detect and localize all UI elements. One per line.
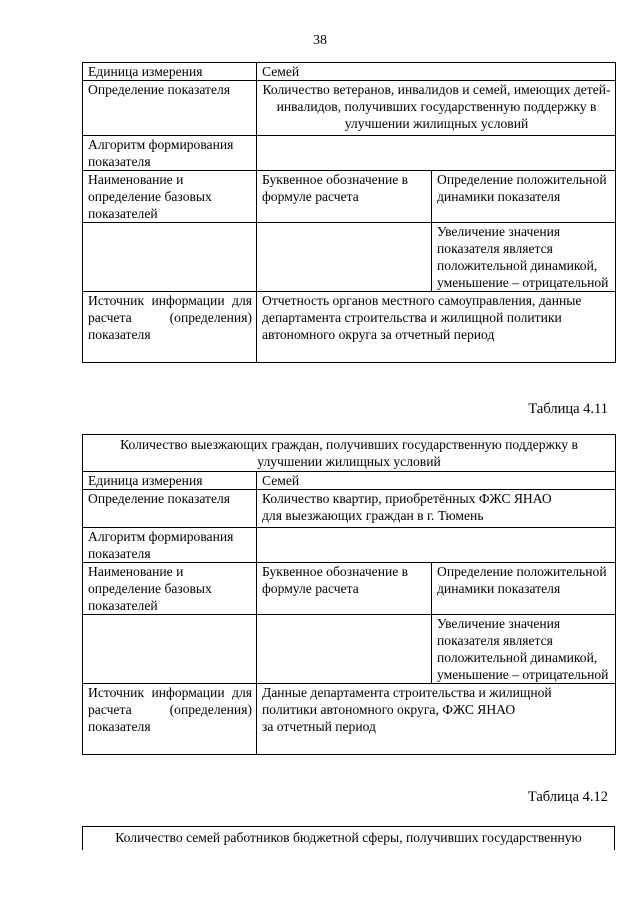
source-label: Источник информации для расчета (определения) показателя	[83, 292, 257, 363]
table-row	[83, 615, 616, 684]
table-row	[83, 81, 616, 136]
definition-line: Количество квартир, приобретённых ФЖС ЯНАО	[262, 491, 552, 506]
page-number: 38	[313, 33, 327, 48]
algorithm-value	[257, 528, 616, 563]
unit-label: Единица измерения	[83, 63, 257, 81]
source-line: политики автономного округа, ФЖС ЯНАО	[262, 702, 516, 717]
unit-label: Единица измерения	[83, 472, 257, 490]
table-row	[83, 136, 616, 171]
table-caption: Таблица 4.12	[527, 789, 608, 805]
table-row	[83, 528, 616, 563]
table-header: Количество выезжающих граждан, получивших государственную поддержку в улучшении жилищных условий	[83, 435, 616, 472]
indicator-table-3-header: Количество семей работников бюджетной сферы, получивших государственную	[82, 826, 615, 850]
letter-designation-label: Буквенное обозначение в формуле расчета	[257, 563, 432, 615]
table-row	[83, 171, 616, 223]
source-line: Данные департамента строительства и жилищной	[262, 685, 552, 700]
indicator-table-1	[82, 62, 616, 363]
source-label: Источник информации для расчета (определения) показателя	[83, 684, 257, 755]
unit-value: Семей	[257, 63, 616, 81]
unit-value: Семей	[257, 472, 616, 490]
dynamics-label: Определение положительной динамики показателя	[432, 171, 616, 223]
letter-designation-label: Буквенное обозначение в формуле расчета	[257, 171, 432, 223]
table-caption: Таблица 4.11	[528, 401, 608, 417]
source-value: Отчетность органов местного самоуправления, данные департамента строительства и жилищной политики автономного округа за отчетный период	[257, 292, 616, 363]
empty-cell	[257, 615, 432, 684]
table-row	[83, 563, 616, 615]
table-row	[83, 223, 616, 292]
source-value	[257, 684, 616, 755]
empty-cell	[83, 223, 257, 292]
algorithm-value	[257, 136, 616, 171]
definition-value: Количество ветеранов, инвалидов и семей, имеющих детей-инвалидов, получивших государственную поддержку в улучшении жилищных условий	[257, 81, 616, 136]
table-row	[83, 435, 616, 472]
algorithm-label: Алгоритм формирования показателя	[83, 528, 257, 563]
dynamics-label: Определение положительной динамики показателя	[432, 563, 616, 615]
definition-label: Определение показателя	[83, 490, 257, 528]
empty-cell	[83, 615, 257, 684]
table-row	[83, 292, 616, 363]
definition-value	[257, 490, 616, 528]
source-line: за отчетный период	[262, 719, 376, 734]
indicator-table-2	[82, 434, 616, 755]
dynamics-value: Увеличение значения показателя является положительной динамикой, уменьшение – отрицательной	[432, 615, 616, 684]
dynamics-value: Увеличение значения показателя является положительной динамикой, уменьшение – отрицательной	[432, 223, 616, 292]
definition-label: Определение показателя	[83, 81, 257, 136]
algorithm-label: Алгоритм формирования показателя	[83, 136, 257, 171]
table-row	[83, 684, 616, 755]
definition-line: для выезжающих граждан в г. Тюмень	[262, 508, 484, 523]
table-row	[83, 490, 616, 528]
base-indicators-label: Наименование и определение базовых показателей	[83, 563, 257, 615]
empty-cell	[257, 223, 432, 292]
table-row	[83, 63, 616, 81]
table-row	[83, 472, 616, 490]
base-indicators-label: Наименование и определение базовых показателей	[83, 171, 257, 223]
